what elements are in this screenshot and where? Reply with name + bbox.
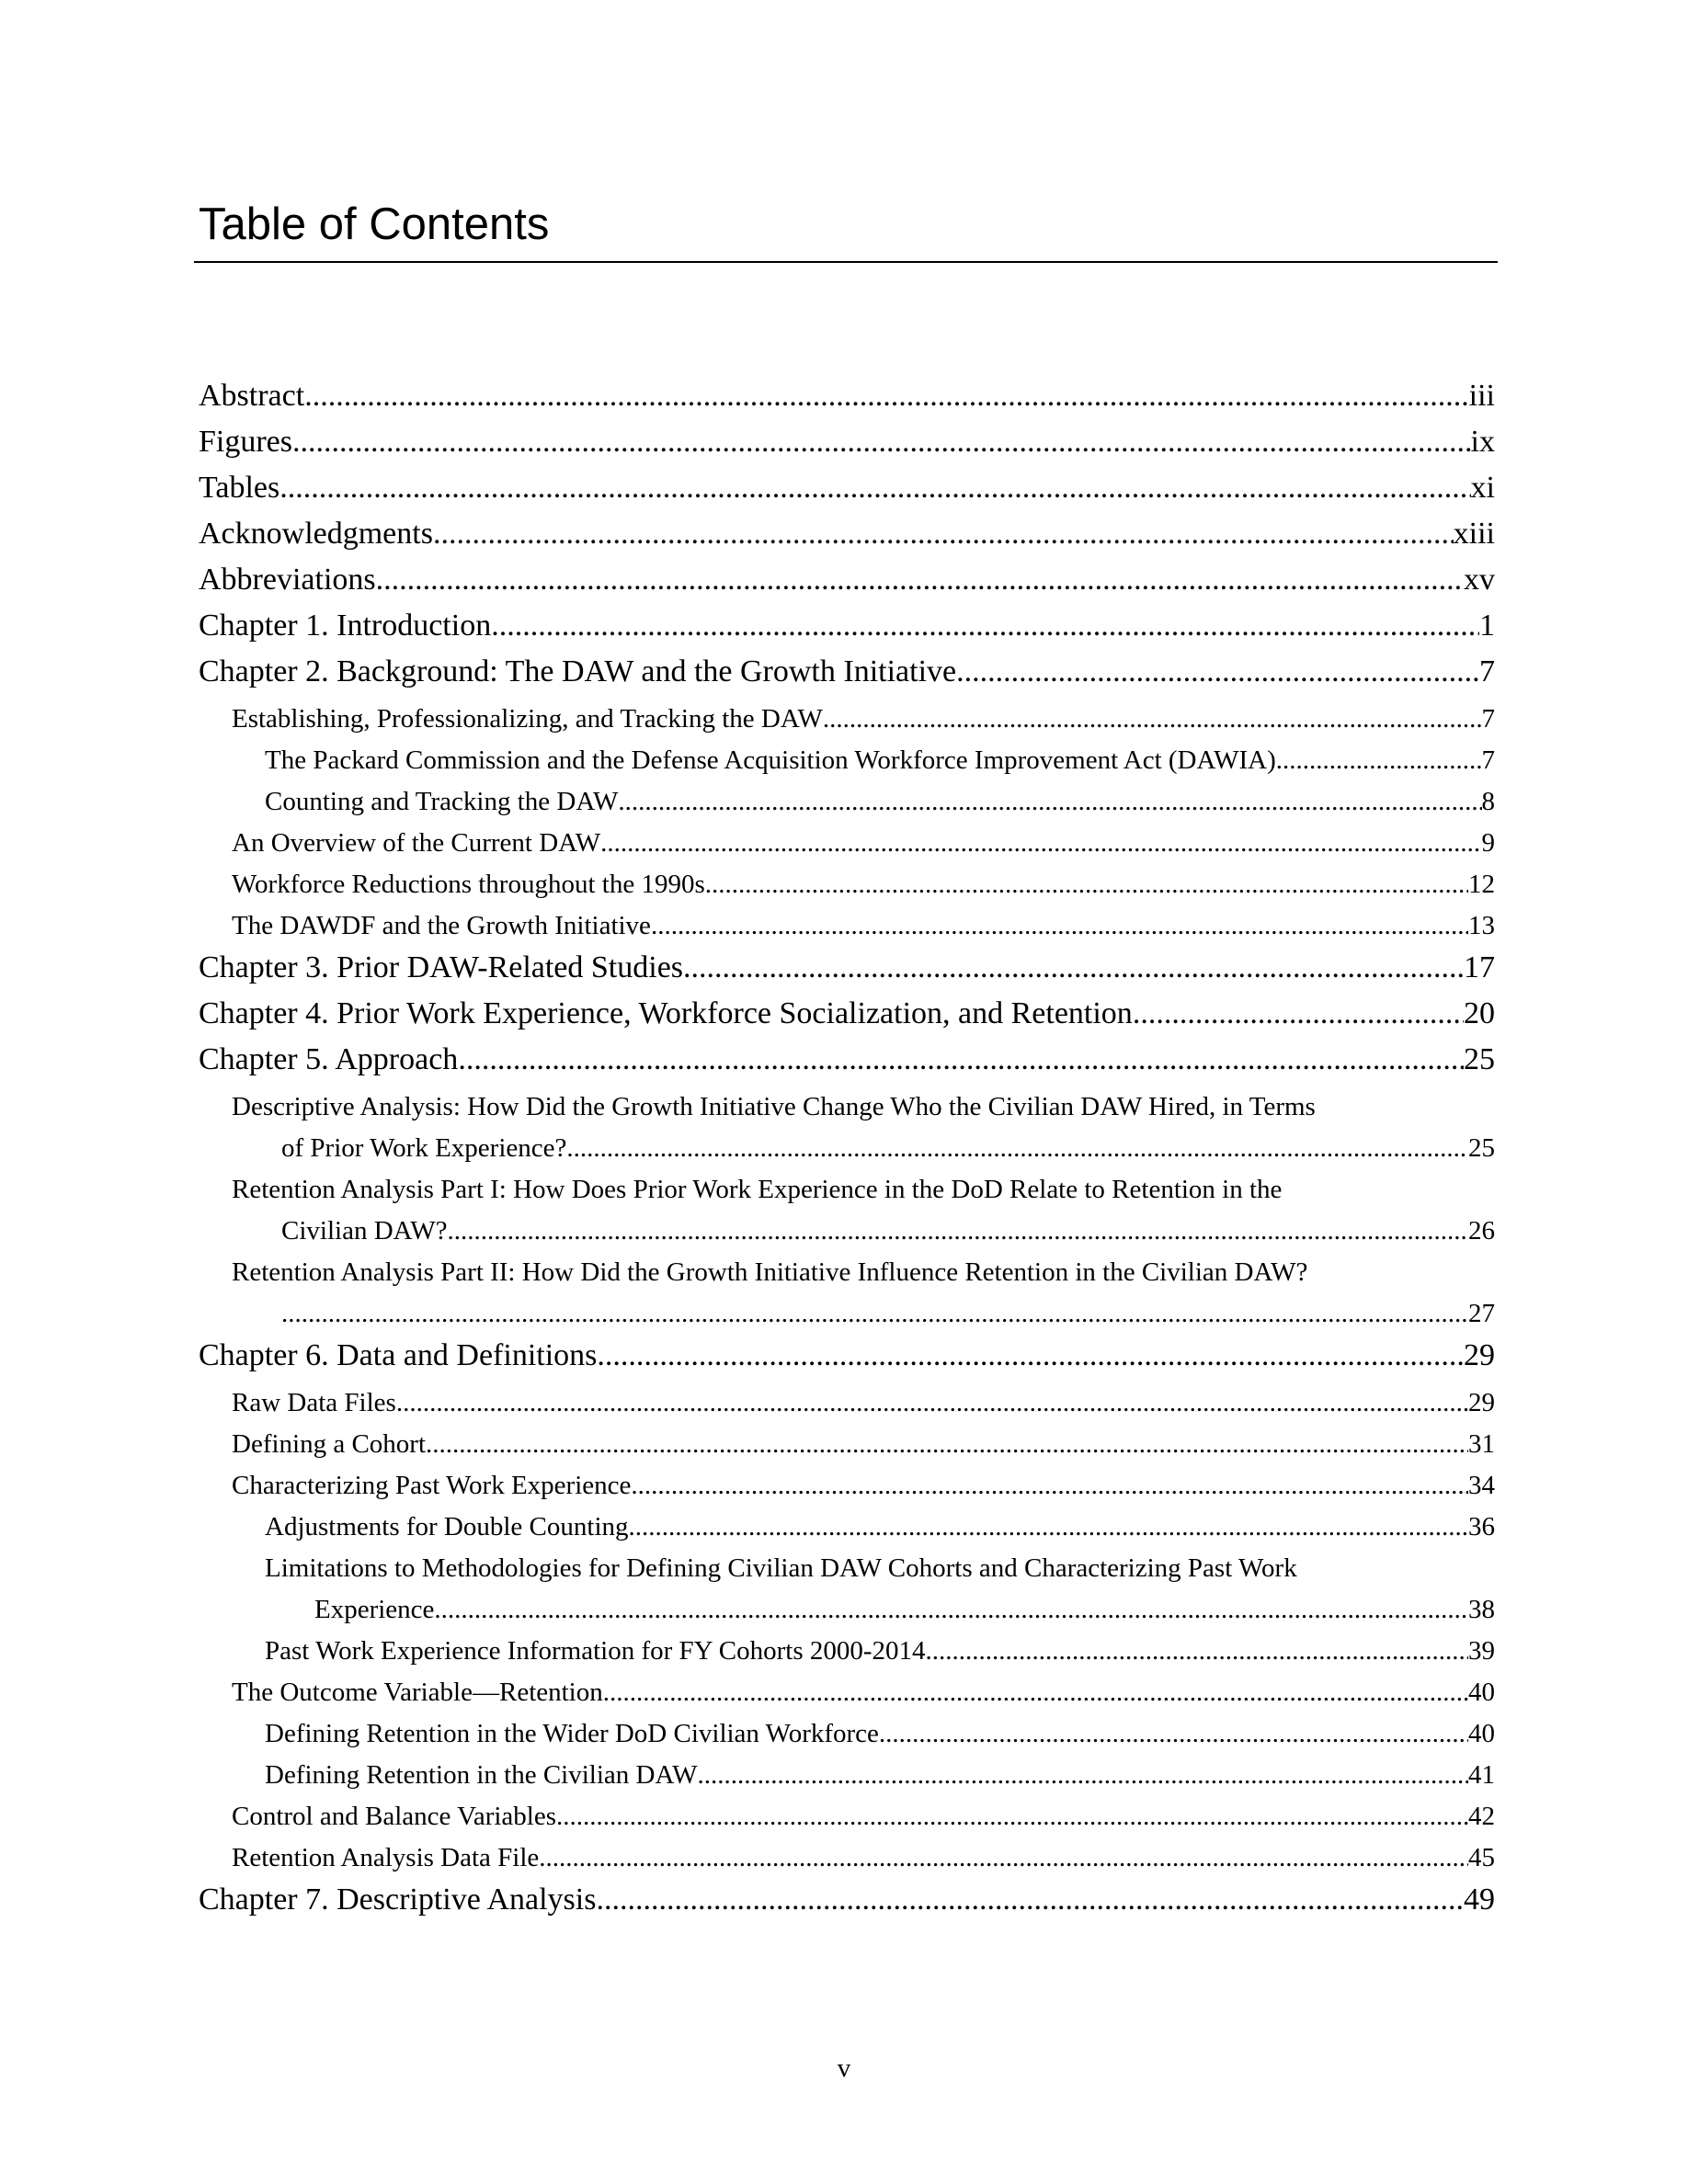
toc-entry-title: Establishing, Professionalizing, and Tracking the DAW [232, 704, 823, 734]
toc-entry-title: Adjustments for Double Counting [265, 1512, 629, 1541]
toc-entry-title: Abstract [199, 379, 305, 413]
toc-entry-retention-civilian-daw[interactable] [265, 1757, 1495, 1793]
toc-entry-title: Chapter 2. Background: The DAW and the Growth Initiative [199, 654, 957, 688]
toc-entry-figures[interactable] [199, 422, 1495, 462]
toc-entry-abstract[interactable] [199, 376, 1495, 416]
toc-entry-page: 29 [1468, 1388, 1495, 1417]
toc-entry-retention-wider-dod[interactable] [265, 1715, 1495, 1752]
toc-entry-page: 13 [1468, 911, 1495, 940]
toc-entry-title: Tables [199, 471, 280, 505]
toc-entry-page: 7 [1479, 654, 1495, 688]
dot-leader [434, 1591, 1468, 1628]
toc-entry-page: 7 [1481, 704, 1495, 734]
dot-leader [600, 825, 1481, 861]
toc-entry-retention-part-2-line1[interactable] [232, 1254, 1495, 1291]
toc-entry-characterizing-experience[interactable] [232, 1467, 1495, 1504]
toc-entry-overview-daw[interactable] [232, 825, 1495, 861]
toc-entry-past-work-fy-cohorts[interactable] [265, 1632, 1495, 1669]
toc-entry-title: Chapter 3. Prior DAW-Related Studies [199, 950, 684, 984]
toc-entry-title: Acknowledgments [199, 517, 433, 551]
toc-entry-establishing-daw[interactable] [232, 700, 1495, 737]
toc-entry-page: 1 [1479, 609, 1495, 643]
dot-leader [1133, 994, 1464, 1034]
toc-entry-page: 29 [1464, 1338, 1495, 1372]
toc-entry-retention-part-1-line1[interactable] [232, 1171, 1495, 1208]
toc-entry-control-balance[interactable] [232, 1798, 1495, 1835]
toc-entry-page: 49 [1464, 1883, 1495, 1917]
toc-entry-limitations-line1[interactable] [265, 1550, 1495, 1587]
toc-entry-retention-part-2[interactable] [281, 1295, 1495, 1332]
toc-entry-title: Limitations to Methodologies for Defining Civilian DAW Cohorts and Characterizing Past Work [265, 1553, 1297, 1583]
dot-leader [631, 1467, 1468, 1504]
toc-entry-page: ix [1470, 425, 1495, 459]
toc-entry-title: Chapter 1. Introduction [199, 609, 492, 643]
toc-entry-page: xiii [1453, 517, 1495, 551]
toc-entry-workforce-reductions[interactable] [232, 866, 1495, 903]
toc-entry-limitations[interactable] [314, 1591, 1495, 1628]
dot-leader [926, 1632, 1468, 1669]
toc-entry-double-counting[interactable] [265, 1508, 1495, 1545]
toc-entry-page: 25 [1468, 1133, 1495, 1163]
toc-entry-descriptive-analysis[interactable] [281, 1130, 1495, 1166]
toc-entry-title: Defining Retention in the Civilian DAW [265, 1760, 698, 1790]
toc-entry-title: Defining Retention in the Wider DoD Civilian Workforce [265, 1719, 879, 1748]
toc-entry-chapter-7[interactable] [199, 1880, 1495, 1920]
toc-entry-page: 26 [1468, 1216, 1495, 1246]
toc-entry-title: Characterizing Past Work Experience [232, 1471, 632, 1500]
toc-entry-title: Retention Analysis Part II: How Did the Growth Initiative Influence Retention in the Civilian DAW? [232, 1257, 1308, 1287]
dot-leader [603, 1674, 1468, 1711]
toc-entry-page: 40 [1468, 1678, 1495, 1707]
toc-entry-page: 20 [1464, 996, 1495, 1030]
toc-entry-title: Figures [199, 425, 292, 459]
dot-leader [683, 948, 1464, 988]
toc-entry-title: Abbreviations [199, 563, 376, 597]
toc-entry-title: Chapter 5. Approach [199, 1042, 459, 1076]
dot-leader [629, 1508, 1468, 1545]
toc-entry-title: Descriptive Analysis: How Did the Growth Initiative Change Who the Civilian DAW Hired, in Terms [232, 1092, 1316, 1121]
toc-entry-title: An Overview of the Current DAW [232, 828, 601, 858]
title-rule [194, 261, 1498, 263]
toc-entry-page: 34 [1468, 1471, 1495, 1500]
dot-leader [292, 422, 1471, 462]
toc-entry-packard-commission[interactable] [265, 742, 1495, 779]
toc-entry-defining-cohort[interactable] [232, 1426, 1495, 1462]
dot-leader [396, 1384, 1468, 1421]
toc-entry-chapter-5[interactable] [199, 1040, 1495, 1080]
dot-leader [376, 560, 1464, 600]
toc-entry-title: Counting and Tracking the DAW [265, 787, 619, 816]
dot-leader [491, 606, 1479, 646]
dot-leader [1276, 742, 1482, 779]
toc-entry-chapter-2[interactable] [199, 652, 1495, 692]
toc-entry-title: Chapter 4. Prior Work Experience, Workforce Socialization, and Retention [199, 996, 1133, 1030]
dot-leader [539, 1839, 1468, 1876]
toc-entry-title: The Packard Commission and the Defense Acquisition Workforce Improvement Act (DAWIA) [265, 745, 1276, 775]
toc-entry-title: Control and Balance Variables [232, 1802, 556, 1831]
dot-leader [651, 907, 1468, 944]
dot-leader [823, 700, 1482, 737]
toc-entry-counting-tracking[interactable] [265, 783, 1495, 820]
dot-leader [556, 1798, 1468, 1835]
dot-leader [433, 514, 1454, 554]
dot-leader [697, 1757, 1468, 1793]
dot-leader [304, 376, 1468, 416]
toc-entry-page: iii [1468, 379, 1495, 413]
dot-leader [596, 1880, 1464, 1920]
toc-entry-title: Chapter 6. Data and Definitions [199, 1338, 598, 1372]
toc-entry-page: xv [1464, 563, 1495, 597]
toc-entry-title: Retention Analysis Data File [232, 1843, 540, 1872]
dot-leader [279, 468, 1470, 508]
dot-leader [618, 783, 1481, 820]
toc-entry-page: 17 [1464, 950, 1495, 984]
toc-entry-retention-part-1[interactable] [281, 1212, 1495, 1249]
dot-leader [448, 1212, 1469, 1249]
toc-entry-page: 38 [1468, 1595, 1495, 1624]
toc-entry-abbreviations[interactable] [199, 560, 1495, 600]
toc-entry-title: The DAWDF and the Growth Initiative [232, 911, 651, 940]
toc-entry-retention-data-file[interactable] [232, 1839, 1495, 1876]
toc-entry-page: 36 [1468, 1512, 1495, 1541]
dot-leader [458, 1040, 1464, 1080]
toc-entry-title-continued: Civilian DAW? [281, 1216, 448, 1246]
toc-entry-chapter-3[interactable] [199, 948, 1495, 988]
dot-leader [597, 1336, 1464, 1376]
toc-entry-title: Defining a Cohort [232, 1429, 427, 1459]
toc-entry-title: Retention Analysis Part I: How Does Prior Work Experience in the DoD Relate to Retention in the [232, 1175, 1283, 1204]
toc-entry-page: 40 [1468, 1719, 1495, 1748]
toc-entry-page: 31 [1468, 1429, 1495, 1459]
toc-entry-title-continued: of Prior Work Experience? [281, 1133, 567, 1163]
toc-entry-page: 39 [1468, 1636, 1495, 1666]
toc-entry-chapter-1[interactable] [199, 606, 1495, 646]
toc-entry-tables[interactable] [199, 468, 1495, 508]
toc-entry-title: Chapter 7. Descriptive Analysis [199, 1883, 597, 1917]
toc-entry-chapter-4[interactable] [199, 994, 1495, 1034]
toc-entry-descriptive-analysis-line1[interactable] [232, 1088, 1495, 1125]
toc-entry-page: 41 [1468, 1760, 1495, 1790]
dot-leader [879, 1715, 1468, 1752]
dot-leader [705, 866, 1468, 903]
toc-entry-page: 9 [1481, 828, 1495, 858]
toc-entry-page: 8 [1481, 787, 1495, 816]
toc-entry-title: Past Work Experience Information for FY Cohorts 2000-2014 [265, 1636, 926, 1666]
page-title: Table of Contents [199, 199, 550, 249]
dot-leader [566, 1130, 1468, 1166]
toc-entry-outcome-variable[interactable] [232, 1674, 1495, 1711]
toc-entry-title: The Outcome Variable—Retention [232, 1678, 603, 1707]
page-number: v [837, 2053, 851, 2083]
toc-entry-page: 27 [1468, 1299, 1495, 1328]
toc-entry-raw-data-files[interactable] [232, 1384, 1495, 1421]
dot-leader [956, 652, 1479, 692]
toc-entry-page: 7 [1481, 745, 1495, 775]
toc-entry-page: 25 [1464, 1042, 1495, 1076]
toc-entry-page: 12 [1468, 870, 1495, 899]
toc-entry-title: Workforce Reductions throughout the 1990s [232, 870, 705, 899]
toc-entry-acknowledgments[interactable] [199, 514, 1495, 554]
toc-entry-dawdf-growth[interactable] [232, 907, 1495, 944]
toc-entry-page: 42 [1468, 1802, 1495, 1831]
dot-leader [281, 1295, 1468, 1332]
dot-leader [426, 1426, 1468, 1462]
toc-entry-title-continued: Experience [314, 1595, 435, 1624]
toc-entry-page: xi [1470, 471, 1495, 505]
toc-entry-title: Raw Data Files [232, 1388, 396, 1417]
toc-entry-chapter-6[interactable] [199, 1336, 1495, 1376]
toc-entry-page: 45 [1468, 1843, 1495, 1872]
